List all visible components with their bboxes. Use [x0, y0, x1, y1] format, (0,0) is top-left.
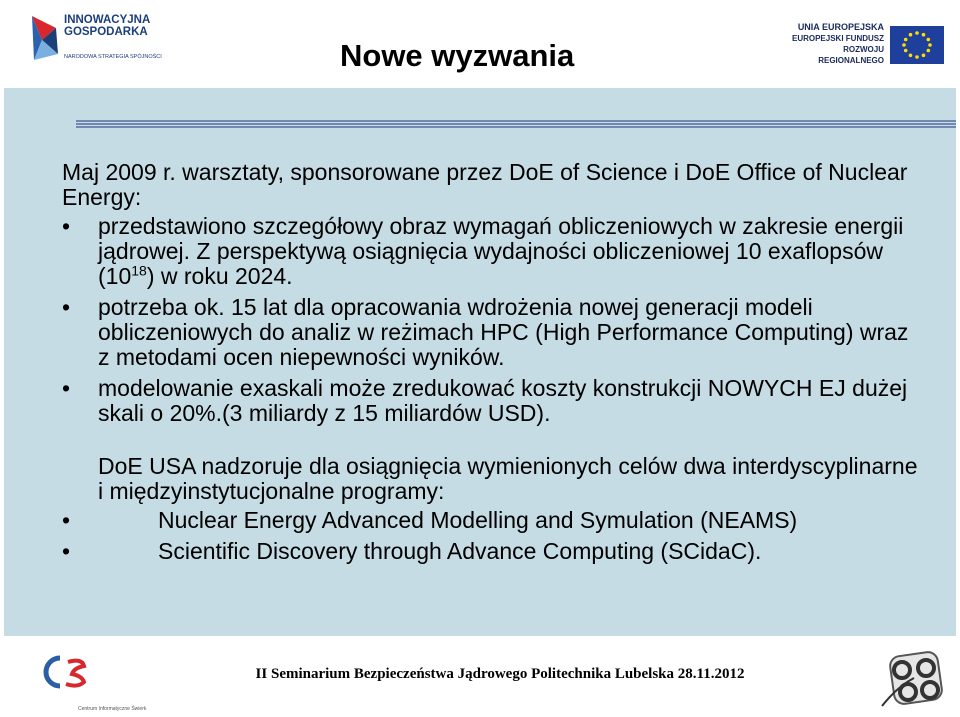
bullet-icon: • [62, 375, 71, 401]
program-scidac: Scientific Discovery through Advance Computing (SCidaC). [158, 538, 762, 564]
bullet-2-text: potrzeba ok. 15 lat dla opracowania wdrożenia nowej generacji modeli obliczeniowych do analiz w reżimach HPC (High Performance Computing) wraz z metodami ocen niepewności wyników. [98, 294, 909, 370]
bullet-item [62, 376, 922, 426]
cis-logo [38, 654, 147, 714]
program-neams: Nuclear Energy Advanced Modelling and Symulation (NEAMS) [158, 507, 798, 533]
program-item [62, 539, 922, 564]
ncbj-logo [878, 646, 950, 712]
eu-logo-text: UNIA EUROPEJSKA EUROPEJSKI FUNDUSZ ROZWOJU REGIONALNEGO [791, 22, 884, 65]
bullet-1-text-start: przedstawiono szczegółowy obraz wymagań obliczeniowych w zakresie energii jądrowej. Z perspektywą osiągnięcia wydajności obliczeniowej 10 exaflopsów (10 [98, 213, 904, 289]
ig-logo-text: INNOWACYJNA GOSPODARKA [64, 14, 151, 38]
cis-caption: Centrum Informatyczne Świerk [78, 706, 147, 712]
bullet-icon: • [62, 507, 71, 533]
slide-header [0, 0, 960, 88]
bullet-icon: • [62, 213, 71, 239]
cis-emblem-icon [38, 654, 94, 690]
bullet-list [62, 214, 922, 426]
slide-title: Nowe wyzwania [340, 38, 575, 73]
innowacyjna-gospodarka-logo [28, 10, 188, 70]
decorative-rule-lines [76, 119, 956, 129]
doe-paragraph: DoE USA nadzoruje dla osiągnięcia wymienionych celów dwa interdyscyplinarne i międzyinstytucjonalne programy: [98, 453, 918, 504]
slide-body [62, 160, 922, 570]
program-item [62, 508, 922, 533]
ig-emblem-icon [28, 10, 62, 66]
ig-logo-subtitle: NARODOWA STRATEGIA SPÓJNOŚCI [64, 54, 162, 60]
bullet-item [62, 214, 922, 289]
eu-flag-icon [890, 26, 944, 64]
eu-fund-logo [780, 22, 950, 72]
bullet-icon: • [62, 538, 71, 564]
bullet-1-text-end: ) w roku 2024. [146, 263, 293, 289]
exponent-superscript: 18 [131, 262, 147, 279]
bullet-3-text: modelowanie exaskali może zredukować koszty konstrukcji NOWYCH EJ dużej skali o 20%.(3 miliardy z 15 miliardów USD). [98, 375, 908, 426]
bullet-item [62, 295, 922, 370]
intro-paragraph: Maj 2009 r. warsztaty, sponsorowane przez DoE of Science i DoE Office of Nuclear Energy: [62, 159, 908, 210]
footer-text: II Seminarium Bezpieczeństwa Jądrowego Politechnika Lubelska 28.11.2012 [255, 666, 745, 682]
ncbj-emblem-icon [878, 646, 950, 712]
bullet-icon: • [62, 294, 71, 320]
slide-footer [0, 636, 960, 716]
